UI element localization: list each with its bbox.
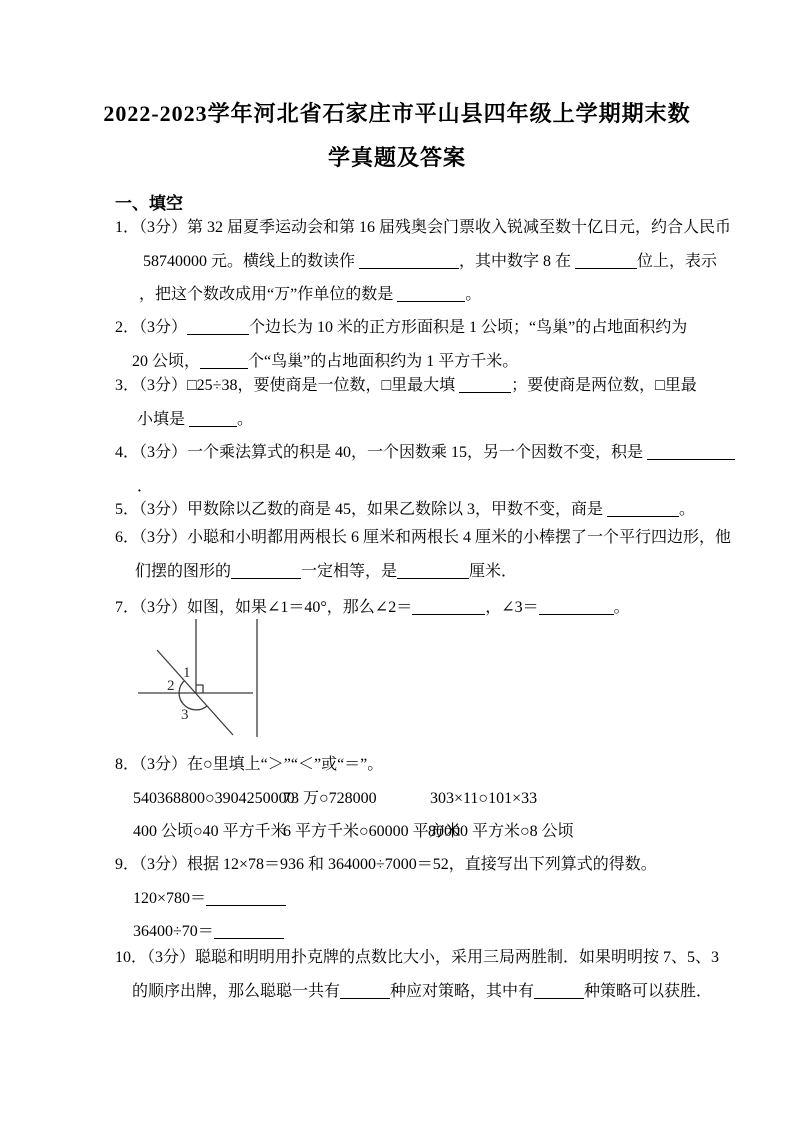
- question-line: [115, 403, 715, 437]
- question-line: [115, 748, 715, 782]
- question-text: ，把这个数改成用“万”作单位的数是: [139, 286, 398, 303]
- question-line: [115, 555, 715, 589]
- answer-blank: [647, 444, 735, 460]
- question-line: [115, 521, 732, 555]
- right-angle-marker: [196, 685, 203, 693]
- comparison-expression: 6 平方千米○60000 平方米: [283, 823, 461, 840]
- question-8: [115, 748, 715, 849]
- answer-blank: [189, 411, 237, 427]
- question-text: 一定相等，是: [301, 562, 398, 580]
- comparison-expression: 73 万○728000: [283, 789, 377, 807]
- angle-figure: [135, 617, 260, 740]
- question-1: [115, 211, 732, 312]
- question-text: 58740000 元。横线上的数读作: [143, 252, 360, 270]
- question-line: [115, 436, 715, 470]
- question-text: 20 公顷，: [132, 352, 201, 370]
- question-text: ，其中数字 8 在: [459, 252, 576, 270]
- question-text: 8．（3分）在○里填上“＞”“＜”或“＝”。: [115, 756, 384, 773]
- question-text: 。: [465, 286, 482, 303]
- comparison-row: [115, 815, 715, 849]
- question-9: [115, 848, 715, 949]
- question-2: [115, 311, 715, 378]
- answer-blank: [459, 377, 511, 393]
- angle-figure-svg: [135, 617, 260, 740]
- question-3: [115, 369, 715, 436]
- exam-title: [0, 92, 794, 180]
- question-text: 7．（3分）如图，如果∠1＝40°，那么∠2＝: [115, 599, 413, 616]
- question-text: 。: [237, 410, 254, 428]
- question-text: 9．（3分）根据 12×78＝936 和 364000÷7000＝52，直接写出下列算式的得数。: [115, 856, 657, 873]
- question-text: 们摆的图形的: [135, 562, 232, 580]
- comparison-expression: 540368800○3904250000: [133, 789, 295, 807]
- question-text: ；要使商是两位数，□里最: [511, 377, 697, 394]
- comparison-expression: 303×11○101×33: [430, 789, 538, 807]
- question-line: [115, 369, 715, 403]
- answer-blank: [214, 923, 284, 939]
- question-text: 1．（3分）第 32 届夏季运动会和第 16 届残奥会门票收入锐减至数十亿日元，约合人民币: [115, 219, 732, 236]
- question-text: ．: [137, 477, 154, 495]
- answer-blank: [231, 563, 301, 579]
- question-text: 。: [613, 599, 630, 616]
- question-text: 2．（3分）: [115, 319, 188, 336]
- question-line: [115, 975, 715, 1009]
- exam-title-line-1: 2022-2023学年河北省石家庄市平山县四年级上学期期末数: [103, 101, 691, 126]
- answer-blank: [575, 253, 637, 269]
- answer-blank: [206, 890, 286, 906]
- answer-blank: [340, 983, 390, 999]
- question-line: [115, 245, 718, 279]
- question-text: 5．（3分）甲数除以乙数的商是 45，如果乙数除以 3，甲数不变，商是: [115, 501, 608, 518]
- section-heading: 一、填空: [115, 194, 183, 213]
- question-6: [115, 521, 732, 588]
- comparison-expression: 400 公顷○40 平方千米: [133, 823, 287, 840]
- comparison-row: [115, 782, 715, 816]
- question-text: 种策略可以获胜．: [584, 982, 713, 1000]
- question-line: [115, 211, 732, 245]
- answer-blank: [187, 319, 249, 335]
- question-line: [115, 882, 715, 916]
- question-text: 36400÷70＝: [133, 923, 214, 940]
- question-text: 种应对策略，其中有: [390, 982, 535, 1000]
- question-line: [115, 278, 715, 312]
- angle-label-2: 2: [167, 678, 175, 694]
- question-text: 10．（3分）聪聪和明明用扑克牌的点数比大小，采用三局两胜制．如果明明按 7、5、3: [115, 949, 720, 966]
- answer-blank: [539, 599, 614, 615]
- comparison-expression: 80000 平方米○8 公顷: [428, 823, 574, 840]
- answer-blank: [412, 599, 485, 615]
- question-line: [115, 848, 715, 882]
- question-text: ，∠3＝: [485, 599, 539, 616]
- question-text: 的顺序出牌，那么聪聪一共有: [132, 982, 341, 1000]
- angle-label-1: 1: [183, 665, 191, 681]
- question-text: 3．（3分）□25÷38，要使商是一位数，□里最大填: [115, 377, 460, 394]
- question-text: 个边长为 10 米的正方形面积是 1 公顷；“鸟巢”的占地面积约为: [249, 319, 688, 336]
- answer-blank: [397, 286, 465, 302]
- question-text: 小填是: [137, 410, 190, 428]
- angle-label-3: 3: [181, 707, 189, 723]
- question-text: 位上，表示: [637, 252, 718, 270]
- exam-title-line-2: 学真题及答案: [327, 145, 466, 170]
- question-text: 4．（3分）一个乘法算式的积是 40，一个因数乘 15，另一个因数不变，积是: [115, 444, 648, 461]
- answer-blank: [200, 353, 248, 369]
- question-line: [115, 941, 720, 975]
- question-text: 个“鸟巢”的占地面积约为 1 平方千米。: [248, 352, 519, 370]
- question-text: 120×780＝: [133, 889, 207, 907]
- answer-blank: [397, 563, 469, 579]
- answer-blank: [359, 253, 459, 269]
- answer-blank: [534, 983, 584, 999]
- question-text: 6．（3分）小聪和小明都用两根长 6 厘米和两根长 4 厘米的小棒摆了一个平行四边形，他: [115, 529, 732, 546]
- answer-blank: [607, 501, 679, 517]
- question-text: 厘米．: [469, 562, 518, 580]
- question-10: [115, 941, 720, 1008]
- question-text: 。: [679, 501, 696, 518]
- question-line: [115, 311, 715, 345]
